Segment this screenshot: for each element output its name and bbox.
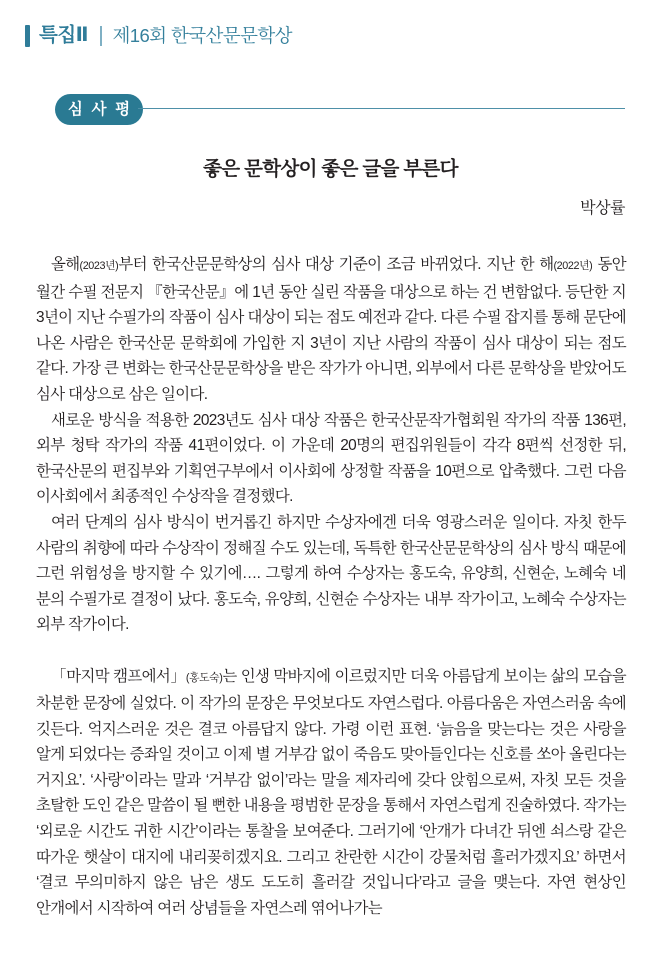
- body-paragraph: [36, 664, 626, 922]
- running-head-title: 제16회 한국산문문학상: [112, 24, 292, 46]
- inline-annotation: (2023년): [79, 260, 119, 272]
- body-paragraph: [36, 408, 626, 510]
- running-head-divider: [100, 26, 102, 46]
- running-head-series: 특집Ⅱ: [39, 24, 89, 47]
- body-paragraph: [36, 252, 626, 408]
- running-head: [25, 22, 292, 50]
- section-badge-label: 심 사 평: [67, 100, 133, 118]
- article-body: [36, 252, 626, 921]
- body-text: 여러 단계의 심사 방식이 번거롭긴 하지만 수상자에겐 더욱 영광스러운 일이다. 자칫 한두 사람의 취향에 따라 수상작이 정해질 수도 있는데, 독특한 한국산문문학상의 심사 방식 때문에 그런 위험성을 방지할 수 있기에…. 그렇게 하여 수상자는 홍도숙, 유양희, 신현순, 노혜숙 네 분의 수필가로 결정이 났다. 홍도숙, 유양희, 신현순 수상자는 내부 작가이고, 노혜숙 수상자는 외부 작가이다.: [36, 513, 626, 634]
- section-heading: [0, 94, 661, 128]
- body-paragraph: [36, 510, 626, 638]
- body-text: 새로운 방식을 적용한 2023년도 심사 대상 작품은 한국산문작가협회원 작가의 작품 136편, 외부 청탁 작가의 작품 41편이었다. 이 가운데 20명의 편집위원들이 각각 8편씩 선정한 뒤, 한국산문의 편집부와 기획연구부에서 이사회에 상정할 작품을 10편으로 압축했다. 그런 다음 이사회에서 최종적인 수상작을 결정했다.: [36, 411, 626, 506]
- body-text: 는 인생 막바지에 이르렀지만 더욱 아름답게 보이는 삶의 모습을 차분한 문장에 실었다. 이 작가의 문장은 무엇보다도 자연스럽다. 아름다움은 자연스러움 속에 깃든다. 억지스러운 것은 결코 아름답지 않다. 가령 이런 표현. ‘늙음을 맞는다는 것은 사랑을 알게 되었다는 증좌일 것이고 이제 별 거부감 없이 죽음도 맞아들인다는 신호를 쏘아 올린다는 거지요’. ‘사랑’이라는 말과 ‘거부감 없이’라는 말을 제자리에 갖다 앉힘으로써, 자칫 모든 것을 초탈한 도인 같은 말씀이 될 뻔한 내용을 평범한 문장을 통해서 자연스럽게 진술하였다. 작가는 ‘외로운 시간도 귀한 시간’이라는 통찰을 보여준다. 그러기에 ‘안개가 다녀간 뒤엔 쇠스랑 같은 따가운 햇살이 대지에 내리꽂히겠지요. 그리고 찬란한 시간이 강물처럼 흘러가겠지요’ 하면서 ‘결코 무의미하지 않은 남은 생도 도도히 흘러갈 것입니다’라고 글을 맺는다. 자연 현상인 안개에서 시작하여 여러 상념들을 자연스레 엮어나가는: [36, 667, 626, 917]
- body-text: 올해: [51, 256, 80, 273]
- body-text: 부터 한국산문문학상의 심사 대상 기준이 조금 바뀌었다. 지난 한 해: [118, 256, 554, 273]
- section-rule: [138, 108, 625, 109]
- article-title: 좋은 문학상이 좋은 글을 부른다: [203, 158, 458, 181]
- article-author: 박상률: [580, 200, 625, 217]
- section-badge: [55, 94, 143, 125]
- body-text: 「마지막 캠프에서」: [51, 667, 186, 685]
- body-text: 동안 월간 수필 전문지 『한국산문』에 1년 동안 실린 작품을 대상으로 하는 건 변함없다. 등단한 지 3년이 지난 수필가의 작품이 심사 대상이 되는 점도 예전과 같다. 다른 수필 잡지를 통해 문단에 나온 사람은 한국산문 문학회에 가입한 지 3년이 지난 사람의 작품이 심사 대상이 되는 점도 같다. 가장 큰 변화는 한국산문문학상을 받은 작가가 아니면, 외부에서 다른 문학상을 받았어도 심사 대상으로 삼은 일이다.: [36, 256, 626, 403]
- inline-annotation: (홍도숙): [185, 671, 223, 684]
- accent-bar-icon: [25, 25, 30, 47]
- inline-annotation: (2022년): [553, 260, 593, 272]
